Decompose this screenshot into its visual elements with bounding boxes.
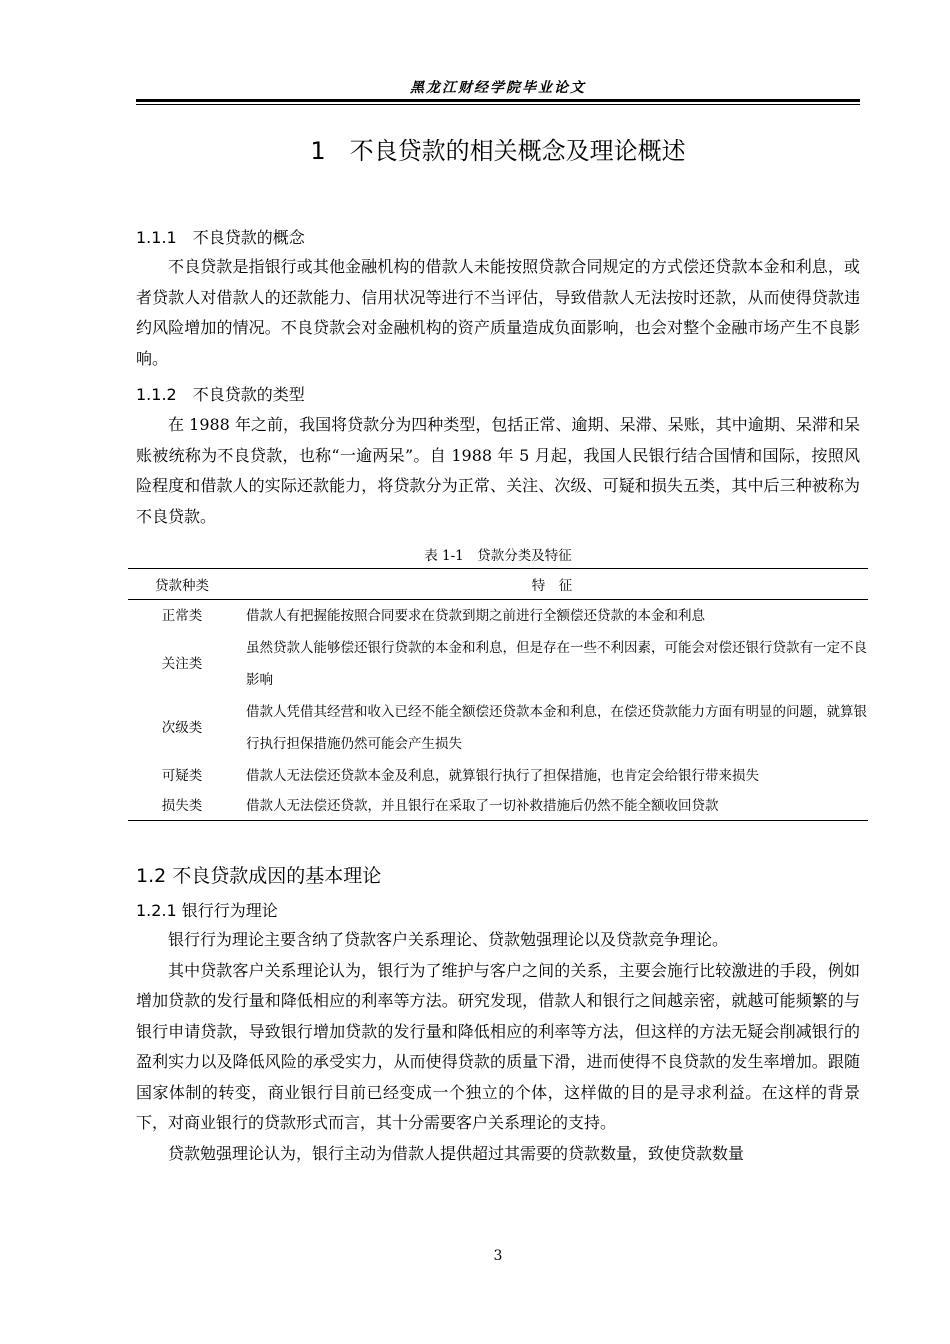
paragraph: 在 1988 年之前，我国将贷款分为四种类型，包括正常、逾期、呆滞、呆账，其中逾期、呆滞和呆账被统称为不良贷款，也称“一逾两呆”。自 1988 年 5 月起，我国人民银行结合国情和国际，按照风险程度和借款人的实际还款能力，将贷款分为正常、关注、次级、可疑和损失五类，其中后三种被称为不良贷款。 xyxy=(136,415,860,526)
loan-feature-cell: 借款人有把握能按照合同要求在贷款到期之前进行全额偿还贷款的本金和利息 xyxy=(246,608,705,624)
loan-type-cell: 可疑类 xyxy=(161,768,203,784)
loan-type-cell: 关注类 xyxy=(161,656,203,672)
table-row xyxy=(128,760,868,792)
section-body-1-2-1 xyxy=(136,925,860,1169)
table-row xyxy=(128,696,868,760)
table-row xyxy=(128,632,868,696)
section-body-1-1-1 xyxy=(136,252,860,374)
page-number: 3 xyxy=(493,1248,503,1264)
header-rule-thick xyxy=(136,99,860,102)
paragraph: 不良贷款是指银行或其他金融机构的借款人未能按照贷款合同规定的方式偿还贷款本金和利息，或者贷款人对借款人的还款能力、信用状况等进行不当评估，导致借款人无法按时还款，从而使得贷款违约风险增加的情况。不良贷款会对金融机构的资产质量造成负面影响，也会对整个金融市场产生不良影响。 xyxy=(136,257,860,368)
header-rule-thin xyxy=(136,104,860,105)
paragraph: 银行行为理论主要含纳了贷款客户关系理论、贷款勉强理论以及贷款竞争理论。 xyxy=(168,930,729,949)
loan-type-cell: 正常类 xyxy=(161,608,203,624)
table-row xyxy=(128,600,868,633)
loan-feature-cell: 借款人凭借其经营和收入已经不能全额偿还贷款本金和利息，在偿还贷款能力方面有明显的问题，就算银行执行担保措施仍然可能会产生损失 xyxy=(246,704,867,752)
section-heading-1-1-2: 1.1.2 不良贷款的类型 xyxy=(136,385,305,404)
section-heading-1-2-1: 1.2.1 银行行为理论 xyxy=(136,901,278,920)
loan-classification-table xyxy=(128,568,868,821)
column-header-type: 贷款种类 xyxy=(128,569,236,600)
loan-type-cell: 损失类 xyxy=(128,792,236,821)
table-header-row xyxy=(128,569,868,600)
loan-type-cell: 次级类 xyxy=(161,720,203,736)
loan-feature-cell: 借款人无法偿还贷款本金及利息，就算银行执行了担保措施，也肯定会给银行带来损失 xyxy=(246,768,759,784)
table-row xyxy=(128,792,868,821)
paragraph: 其中贷款客户关系理论认为，银行为了维护与客户之间的关系，主要会施行比较激进的手段，例如增加贷款的发行量和降低相应的利率等方法。研究发现，借款人和银行之间越亲密，就越可能频繁的与银行申请贷款，导致银行增加贷款的发行量和降低相应的利率等方法，但这样的方法无疑会削减银行的盈利实力以及降低风险的承受实力，从而使得贷款的质量下滑，进而使得不良贷款的发生率增加。跟随国家体制的转变，商业银行目前已经变成一个独立的个体，这样做的目的是寻求利益。在这样的背景下，对商业银行的贷款形式而言，其十分需要客户关系理论的支持。 xyxy=(136,960,860,1132)
section-heading-1-1-1: 1.1.1 不良贷款的概念 xyxy=(136,228,305,247)
loan-feature-cell: 借款人无法偿还贷款，并且银行在采取了一切补救措施后仍然不能全额收回贷款 xyxy=(236,792,868,821)
section-heading-1-2: 1.2 不良贷款成因的基本理论 xyxy=(136,865,382,887)
chapter-title: 1 不良贷款的相关概念及理论概述 xyxy=(310,137,686,165)
loan-feature-cell: 虽然贷款人能够偿还银行贷款的本金和利息，但是存在一些不利因素，可能会对偿还银行贷款有一定不良影响 xyxy=(246,640,867,688)
table-caption: 表 1-1 贷款分类及特征 xyxy=(424,548,572,564)
paragraph: 贷款勉强理论认为，银行主动为借款人提供超过其需要的贷款数量，致使贷款数量 xyxy=(168,1143,745,1163)
running-header: 黑龙江财经学院毕业论文 xyxy=(410,80,586,96)
section-body-1-1-2 xyxy=(136,410,860,532)
column-header-feature: 特 征 xyxy=(236,569,868,600)
